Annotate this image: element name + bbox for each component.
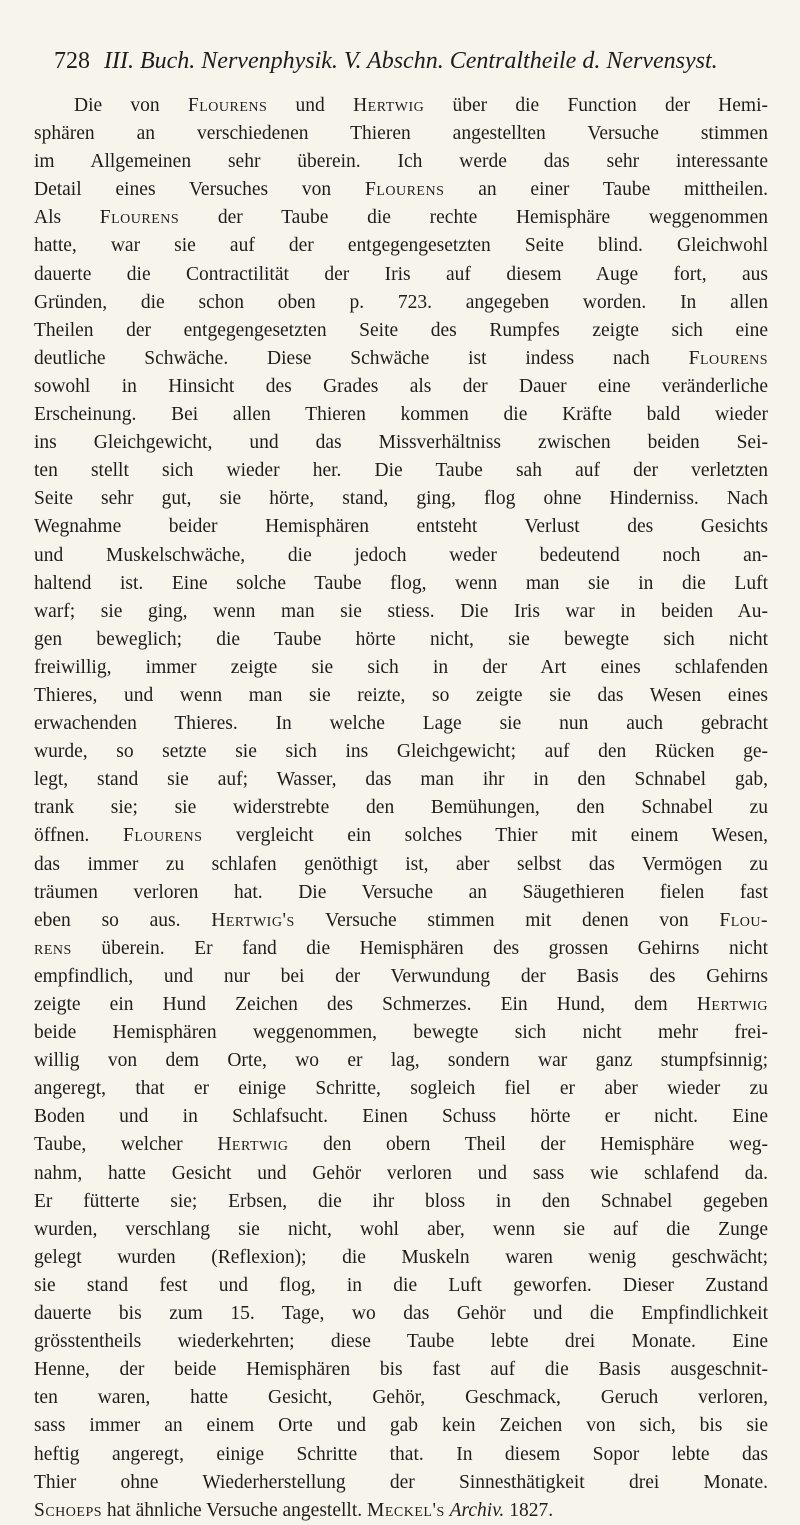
text-run: haltend ist. Eine solche Taube flog, wenn man sie in die Luft (34, 572, 768, 594)
text-line (34, 485, 768, 513)
text-run: das immer zu schlafen genöthigt ist, aber selbst das Vermögen zu (34, 853, 768, 875)
text-line (34, 401, 768, 429)
page-number: 728 (54, 48, 90, 74)
text-line (34, 317, 768, 345)
text-line (34, 1328, 768, 1356)
text-line (34, 794, 768, 822)
text-run: Gründen, die schon oben p. 723. angegeben worden. In allen (34, 291, 768, 313)
text-line (34, 289, 768, 317)
text-run: legt, stand sie auf; Wasser, das man ihr in den Schnabel gab, (34, 769, 768, 791)
author-name: Hertwig (696, 994, 768, 1015)
text-run: und Muskelschwäche, die jedoch weder bedeutend noch an- (34, 544, 768, 566)
text-run: empfindlich, und nur bei der Verwundung der Basis des Gehirns (34, 965, 768, 987)
text-line (34, 626, 768, 654)
text-run: sie stand fest und flog, in die Luft geworfen. Dieser Zustand (34, 1274, 768, 1296)
text-line (34, 1384, 768, 1412)
text-line (34, 1356, 768, 1384)
text-run: nahm, hatte Gesicht und Gehör verloren und sass wie schlafend da. (34, 1162, 768, 1184)
text-line (34, 261, 768, 289)
text-line (34, 598, 768, 626)
text-run: Thieres, und wenn man sie reizte, so zeigte sie das Wesen eines (34, 684, 768, 706)
text-line (34, 1300, 768, 1328)
text-line (34, 1047, 768, 1075)
text-line (34, 1441, 768, 1469)
text-line (34, 1497, 768, 1525)
text-line (34, 1188, 768, 1216)
text-line (34, 92, 768, 120)
running-header (54, 46, 754, 76)
text-run: gelegt wurden (Reflexion); die Muskeln waren wenig geschwächt; (34, 1246, 768, 1268)
text-run: im Allgemeinen sehr überein. Ich werde das sehr interessante (34, 151, 768, 173)
text-line (34, 879, 768, 907)
text-line (34, 1131, 768, 1159)
text-run: ten waren, hatte Gesicht, Gehör, Geschmack, Geruch verloren, (34, 1387, 768, 1409)
text-line (34, 935, 768, 963)
author-name: Flourens (99, 207, 180, 229)
text-line (34, 991, 768, 1019)
author-name: Flourens (364, 179, 445, 201)
text-line (34, 570, 768, 598)
text-run: wurden, verschlang sie nicht, wohl aber, wenn sie auf die Zunge (34, 1218, 768, 1240)
text-run: grösstentheils wiederkehrten; diese Taube lebte drei Monate. Eine (34, 1331, 768, 1353)
author-name: Hertwig (217, 1134, 289, 1156)
text-line (34, 1160, 768, 1188)
text-run: öffnen. (34, 825, 124, 847)
author-name: Hertwig (353, 95, 425, 116)
text-run: Taube, welcher (34, 1134, 218, 1156)
text-run: träumen verloren hat. Die Versuche an Säugethieren fielen fast (34, 881, 768, 903)
text-line (34, 738, 768, 766)
text-line (34, 682, 768, 710)
text-line (34, 1469, 768, 1497)
text-line (34, 1103, 768, 1131)
text-line (34, 429, 768, 457)
text-run: Die von (74, 95, 188, 116)
author-name: Flourens (187, 95, 268, 116)
text-run: deutliche Schwäche. Diese Schwäche ist indess nach (34, 347, 689, 369)
author-name: rens (34, 937, 72, 959)
text-line (34, 1019, 768, 1047)
text-run: dauerte die Contractilität der Iris auf diesem Auge fort, aus (34, 263, 768, 285)
text-run: an einer Taube mittheilen. (444, 179, 768, 201)
text-line (34, 345, 768, 373)
text-run: Als (34, 207, 100, 229)
text-line (34, 373, 768, 401)
text-run: gen beweglich; die Taube hörte nicht, sie bewegte sich nicht (34, 628, 768, 650)
text-run: hatte, war sie auf der entgegengesetzten Seite blind. Gleichwohl (34, 235, 768, 257)
text-line (34, 232, 768, 260)
text-line (34, 204, 768, 232)
text-run: freiwillig, immer zeigte sie sich in der Art eines schlafenden (34, 656, 768, 678)
text-run: den obern Theil der Hemisphäre weg- (288, 1134, 768, 1156)
text-line (34, 1216, 768, 1244)
text-run: Wegnahme beider Hemisphären entsteht Verlust des Gesichts (34, 516, 768, 538)
text-run: sass immer an einem Orte und gab kein Zeichen von sich, bis sie (34, 1415, 768, 1437)
text-run: dauerte bis zum 15. Tage, wo das Gehör und die Empfindlichkeit (34, 1303, 768, 1325)
text-run: Thier ohne Wiederherstellung der Sinnesthätigkeit drei Monate. (34, 1471, 768, 1493)
text-line (34, 654, 768, 682)
text-run: trank sie; sie widerstrebte den Bemühungen, den Schnabel zu (34, 797, 768, 819)
author-name: Flourens (688, 347, 768, 369)
text-run: Theilen der entgegengesetzten Seite des Rumpfes zeigte sich eine (34, 319, 768, 341)
text-line (34, 766, 768, 794)
text-run: und (267, 95, 354, 116)
text-line (34, 148, 768, 176)
text-line (34, 907, 768, 935)
text-run: hat ähnliche Versuche angestellt. (102, 1499, 367, 1521)
text-line (34, 120, 768, 148)
text-line (34, 1244, 768, 1272)
text-run: sowohl in Hinsicht des Grades als der Dauer eine veränderliche (34, 375, 768, 397)
text-run: beide Hemisphären weggenommen, bewegte sich nicht mehr frei- (34, 1022, 768, 1044)
text-line (34, 1412, 768, 1440)
author-name: Hertwig's (211, 909, 295, 931)
text-line (34, 822, 768, 850)
author-name: Meckel's (367, 1499, 445, 1521)
text-run: angeregt, that er einige Schritte, sogleich fiel er aber wieder zu (34, 1078, 768, 1100)
text-run: warf; sie ging, wenn man sie stiess. Die Iris war in beiden Au- (34, 600, 768, 622)
text-run: ten stellt sich wieder her. Die Taube sah auf der verletzten (34, 460, 768, 482)
text-run: über die Function der Hemi- (424, 95, 768, 116)
text-run: zeigte ein Hund Zeichen des Schmerzes. Ein Hund, dem (34, 994, 697, 1015)
text-run: eben so aus. (34, 909, 212, 931)
author-name: Flourens (123, 825, 203, 847)
text-run: Er fütterte sie; Erbsen, die ihr bloss in den Schnabel gegeben (34, 1190, 768, 1212)
text-line (34, 851, 768, 879)
text-run: Erscheinung. Bei allen Thieren kommen die Kräfte bald wieder (34, 404, 768, 426)
text-run: vergleicht ein solches Thier mit einem Wesen, (202, 825, 768, 847)
italic-text: Archiv. (449, 1499, 505, 1521)
text-run: willig von dem Orte, wo er lag, sondern war ganz stumpfsinnig; (34, 1050, 768, 1072)
author-name: Schoeps (34, 1499, 103, 1521)
text-run: wurde, so setzte sie sich ins Gleichgewicht; auf den Rücken ge- (34, 741, 768, 763)
text-run: Seite sehr gut, sie hörte, stand, ging, flog ohne Hinderniss. Nach (34, 488, 768, 510)
text-line (34, 457, 768, 485)
running-title: III. Buch. Nervenphysik. V. Abschn. Centraltheile d. Nervensyst. (104, 48, 718, 74)
text-line (34, 513, 768, 541)
body-text (34, 92, 768, 1525)
text-run: der Taube die rechte Hemisphäre weggenommen (179, 207, 768, 229)
text-line (34, 710, 768, 738)
text-run: heftig angeregt, einige Schritte that. In diesem Sopor lebte das (34, 1443, 768, 1465)
text-run: ins Gleichgewicht, und das Missverhältniss zwischen beiden Sei- (34, 432, 768, 454)
text-run: 1827. (504, 1499, 554, 1521)
author-name: Flou- (719, 909, 768, 931)
text-line (34, 1272, 768, 1300)
text-run: überein. Er fand die Hemisphären des grossen Gehirns nicht (71, 937, 768, 959)
text-line (34, 542, 768, 570)
text-run: erwachenden Thieres. In welche Lage sie nun auch gebracht (34, 713, 768, 735)
text-run: Henne, der beide Hemisphären bis fast auf die Basis ausgeschnit- (34, 1359, 768, 1381)
text-run: Versuche stimmen mit denen von (294, 909, 720, 931)
text-line (34, 1075, 768, 1103)
text-line (34, 176, 768, 204)
text-run: sphären an verschiedenen Thieren angestellten Versuche stimmen (34, 123, 768, 145)
text-run: Detail eines Versuches von (34, 179, 365, 201)
text-line (34, 963, 768, 991)
text-run: Boden und in Schlafsucht. Einen Schuss hörte er nicht. Eine (34, 1106, 768, 1128)
